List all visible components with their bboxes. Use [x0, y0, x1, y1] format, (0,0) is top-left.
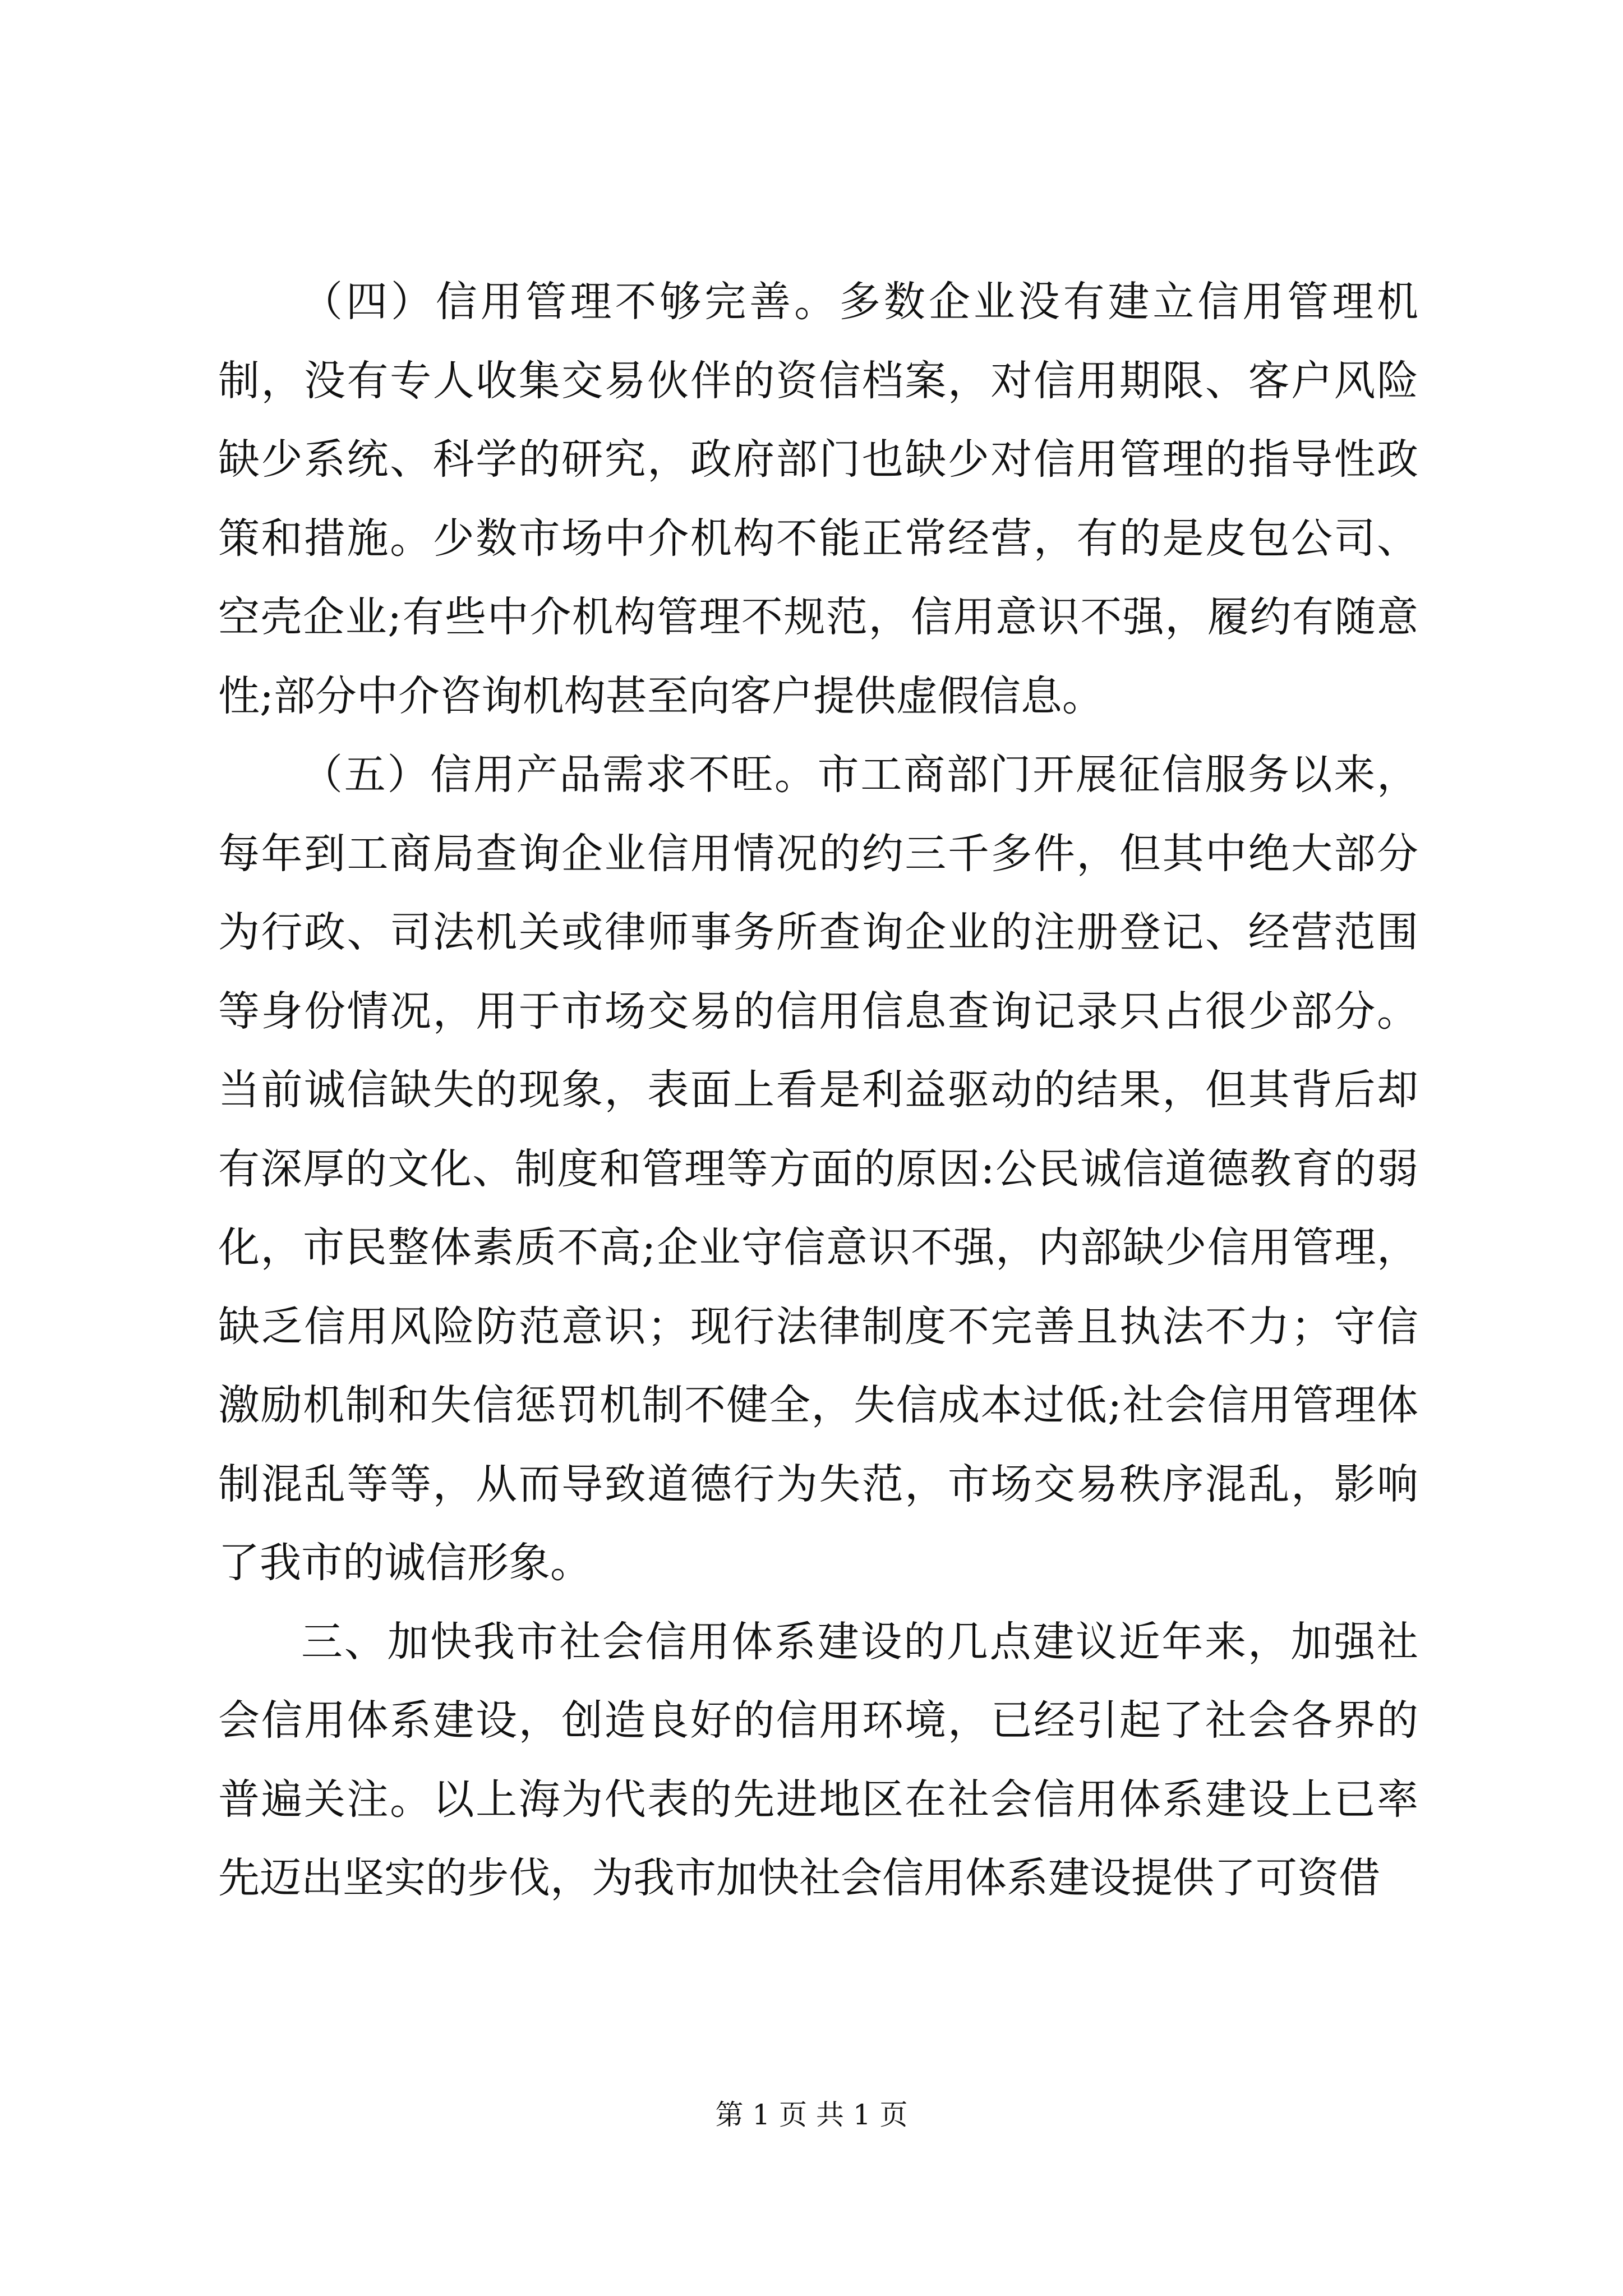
document-body — [218, 263, 1418, 1918]
paragraph-credit-management: （四）信用管理不够完善。多数企业没有建立信用管理机制，没有专人收集交易伙伴的资信档案，对信用期限、客户风险缺少系统、科学的研究，政府部门也缺少对信用管理的指导性政策和措施。少数市场中介机构不能正常经营，有的是皮包公司、空壳企业;有些中介机构管理不规范，信用意识不强，履约有随意性;部分中介咨询机构甚至向客户提供虚假信息。 — [218, 278, 1418, 720]
paragraph-credit-demand: （五）信用产品需求不旺。市工商部门开展征信服务以来，每年到工商局查询企业信用情况的约三千多件，但其中绝大部分为行政、司法机关或律师事务所查询企业的注册登记、经营范围等身份情况，用于市场交易的信用信息查询记录只占很少部分。当前诚信缺失的现象，表面上看是利益驱动的结果，但其背后却有深厚的文化、制度和管理等方面的原因:公民诚信道德教育的弱化，市民整体素质不高;企业守信意识不强，内部缺少信用管理，缺乏信用风险防范意识；现行法律制度不完善且执法不力；守信激励机制和失信惩罚机制不健全，失信成本过低;社会信用管理体制混乱等等，从而导致道德行为失范，市场交易秩序混乱，影响了我市的诚信形象。 — [218, 751, 1418, 1587]
paragraph-suggestions: 三、加快我市社会信用体系建设的几点建议近年来，加强社会信用体系建设，创造良好的信用环境，已经引起了社会各界的普遍关注。以上海为代表的先进地区在社会信用体系建设上已率先迈出坚实的步伐，为我市加快社会信用体系建设提供了可资借 — [218, 1617, 1418, 1902]
page-footer: 第 1 页 共 1 页 — [715, 2099, 908, 2131]
